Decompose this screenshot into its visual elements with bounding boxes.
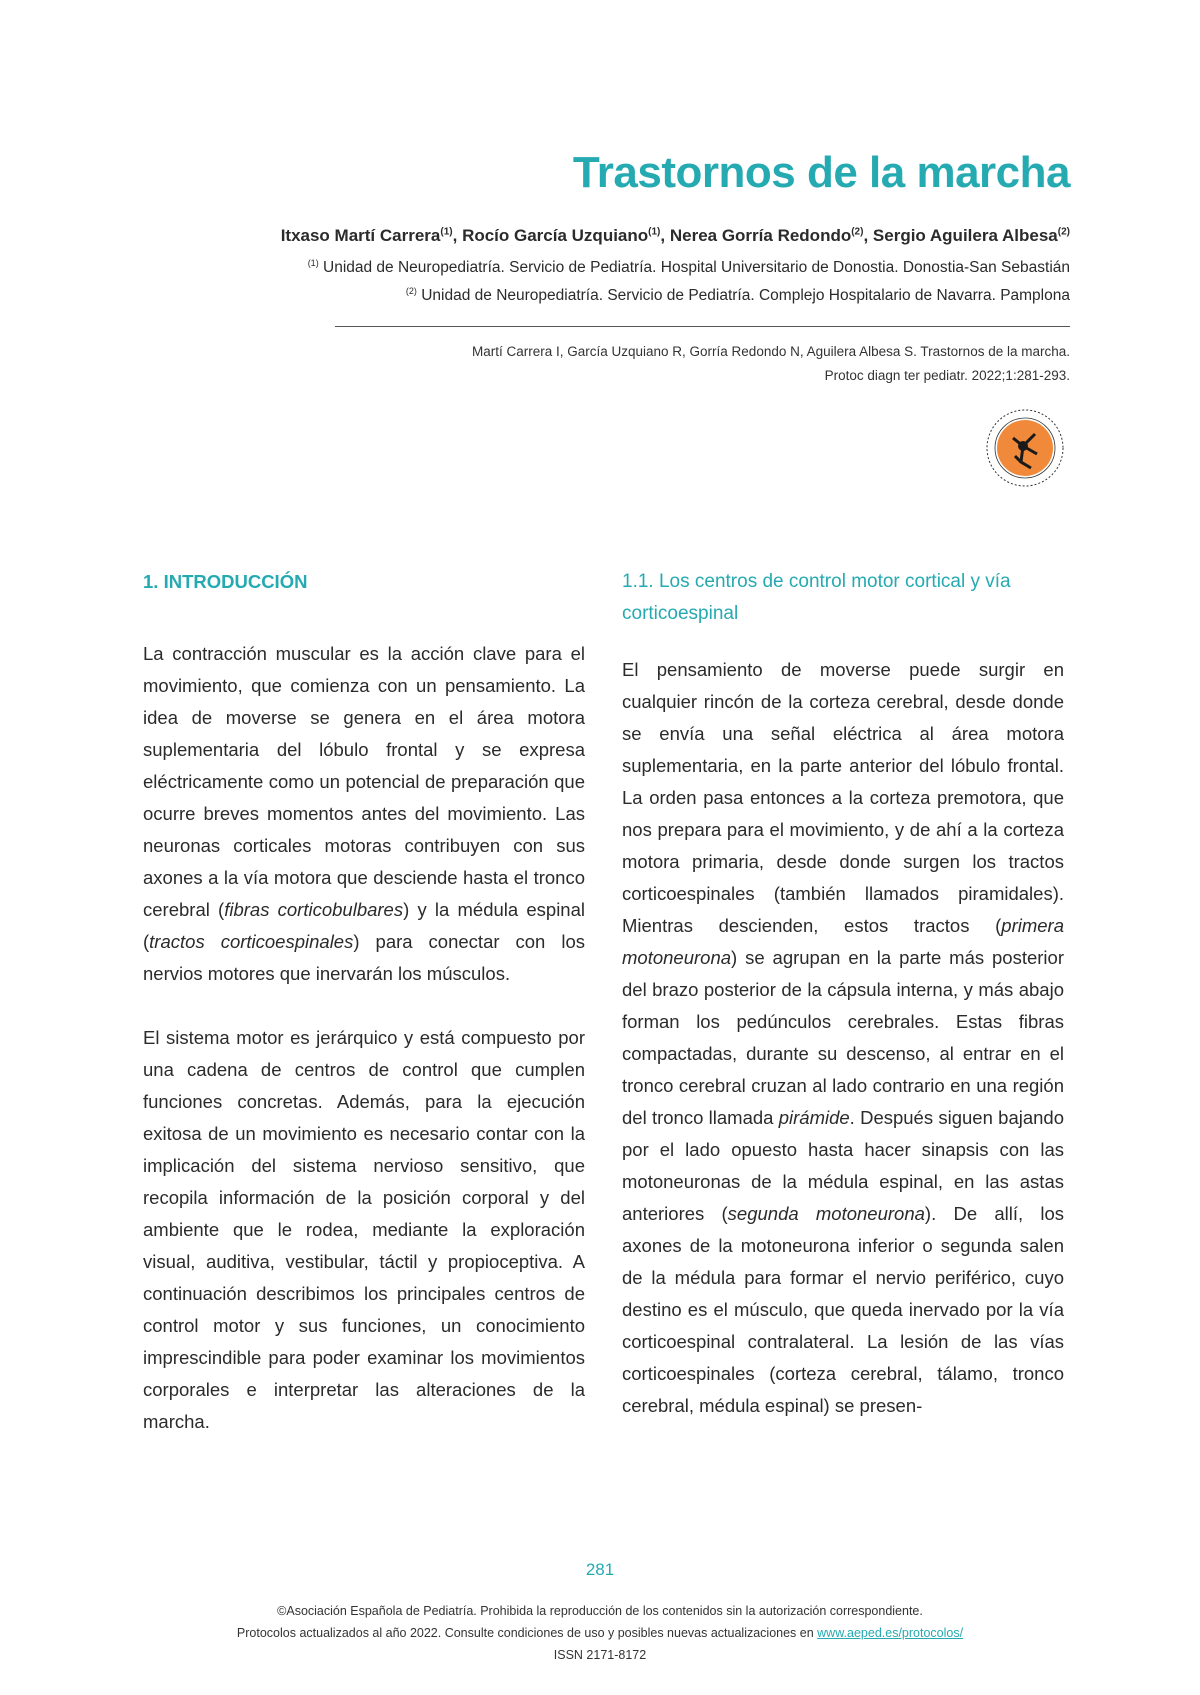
subsection-heading: 1.1. Los centros de control motor cortical y vía corticoespinal bbox=[622, 571, 1011, 624]
author-separator: , bbox=[452, 226, 463, 245]
citation-line: Martí Carrera I, García Uzquiano R, Gorría Redondo N, Aguilera Albesa S. Trastornos de la marcha. bbox=[471, 344, 1070, 359]
text-run: El pensamiento de moverse puede surgir en cualquier rincón de la corteza cerebral, desde donde se envía una señal eléctrica al área motora suplementaria, en la parte anterior del lóbulo frontal. La orden pasa entonces a la corteza premotora, que nos prepara para el movimiento, y de ahí a la corteza motora primaria, desde donde surgen los tractos corticoespinales (también llamados piramidales). Mientras descienden, estos tractos ( bbox=[622, 659, 1064, 936]
affiliation-mark: (2) bbox=[405, 286, 417, 296]
left-column bbox=[143, 566, 585, 1470]
author-name: Rocío García Uzquiano bbox=[462, 226, 649, 245]
affiliation-text: Unidad de Neuropediatría. Servicio de Pediatría. Complejo Hospitalario de Navarra. Pamplona bbox=[421, 287, 1070, 305]
footer-text: Protocolos actualizados al año 2022. Consulte condiciones de uso y posibles nuevas actualizaciones en bbox=[236, 1626, 818, 1640]
author-list bbox=[281, 226, 1070, 246]
italic-term: tractos corticoespinales bbox=[149, 931, 354, 952]
text-run: ) y la médula espinal ( bbox=[143, 899, 585, 952]
affiliation-mark: (1) bbox=[307, 258, 319, 268]
text-run: ). De allí, los axones de la motoneurona inferior o segunda salen de la médula para formar el nervio periférico, cuyo destino es el músculo, que queda inervado por la vía corticoespinal contralateral. La lesión de las vías corticoespinales (corteza cerebral, tálamo, tronco cerebral, médula espinal) se presen- bbox=[622, 1203, 1065, 1416]
author-separator: , bbox=[660, 226, 670, 245]
body-paragraph bbox=[143, 638, 585, 990]
right-column bbox=[622, 566, 1064, 1454]
author-affiliation-mark: (2) bbox=[851, 226, 864, 238]
text-run: ) para conectar con los nervios motores que inervarán los músculos. bbox=[143, 931, 586, 984]
society-seal-icon bbox=[985, 408, 1065, 488]
page-number: 281 bbox=[585, 1560, 615, 1579]
italic-term: fibras corticobulbares bbox=[224, 899, 404, 920]
author-affiliation-mark: (1) bbox=[440, 226, 453, 238]
italic-term: segunda motoneurona bbox=[727, 1203, 925, 1224]
author-affiliation-mark: (2) bbox=[1057, 226, 1070, 238]
protocols-link[interactable]: www.aeped.es/protocolos/ bbox=[817, 1626, 964, 1640]
author-name: Itxaso Martí Carrera bbox=[280, 226, 441, 245]
author-name: Sergio Aguilera Albesa bbox=[872, 226, 1058, 245]
citation bbox=[310, 340, 1070, 388]
page-title: Trastornos de la marcha bbox=[572, 148, 1070, 197]
footer-line bbox=[0, 1626, 1200, 1640]
affiliation-text: Unidad de Neuropediatría. Servicio de Pediatría. Hospital Universitario de Donostia. Donostia-San Sebastián bbox=[323, 259, 1070, 277]
citation-line: Protoc diagn ter pediatr. 2022;1:281-293. bbox=[824, 368, 1070, 383]
affiliation-1 bbox=[308, 258, 1070, 277]
body-paragraph: El sistema motor es jerárquico y está compuesto por una cadena de centros de control que cumplen funciones concretas. Además, para la ejecución exitosa de un movimiento es necesario contar con la implicación del sistema nervioso sensitivo, que recopila información de la posición corporal y del ambiente que le rodea, mediante la exploración visual, auditiva, vestibular, táctil y propioceptiva. A continuación describimos los principales centros de control motor y sus funciones, un conocimiento imprescindible para poder examinar los movimientos corporales e interpretar las alteraciones de la marcha. bbox=[143, 1027, 585, 1432]
copyright-line: ©Asociación Española de Pediatría. Prohibida la reproducción de los contenidos sin la autorización correspondiente. bbox=[277, 1604, 923, 1618]
author-name: Nerea Gorría Redondo bbox=[669, 226, 852, 245]
section-heading: 1. INTRODUCCIÓN bbox=[143, 571, 308, 592]
header-divider bbox=[335, 326, 1070, 327]
affiliation-2 bbox=[406, 286, 1070, 305]
text-run: ) se agrupan en la parte más posterior del brazo posterior de la cápsula interna, y más abajo forman los pedúnculos cerebrales. Estas fibras compactadas, durante su descenso, al entrar en el tronco cerebral cruzan al lado contrario en una región del tronco llamada bbox=[622, 947, 1064, 1128]
text-run: . Después siguen bajando por el lado opuesto hasta hacer sinapsis con las motoneuronas de la médula espinal, en las astas anteriores ( bbox=[622, 1107, 1065, 1224]
body-paragraph bbox=[622, 654, 1064, 1422]
author-separator: , bbox=[863, 226, 873, 245]
italic-term: pirámide bbox=[778, 1107, 850, 1128]
italic-term: primera motoneurona bbox=[622, 915, 1064, 968]
text-run: La contracción muscular es la acción clave para el movimiento, que comienza con un pensamiento. La idea de moverse se genera en el área motora suplementaria del lóbulo frontal y se expresa eléctricamente como un potencial de preparación que ocurre breves momentos antes del movimiento. Las neuronas corticales motoras contribuyen con sus axones a la vía motora que desciende hasta el tronco cerebral ( bbox=[143, 643, 585, 920]
author-affiliation-mark: (1) bbox=[648, 226, 661, 238]
issn: ISSN 2171-8172 bbox=[553, 1648, 647, 1662]
